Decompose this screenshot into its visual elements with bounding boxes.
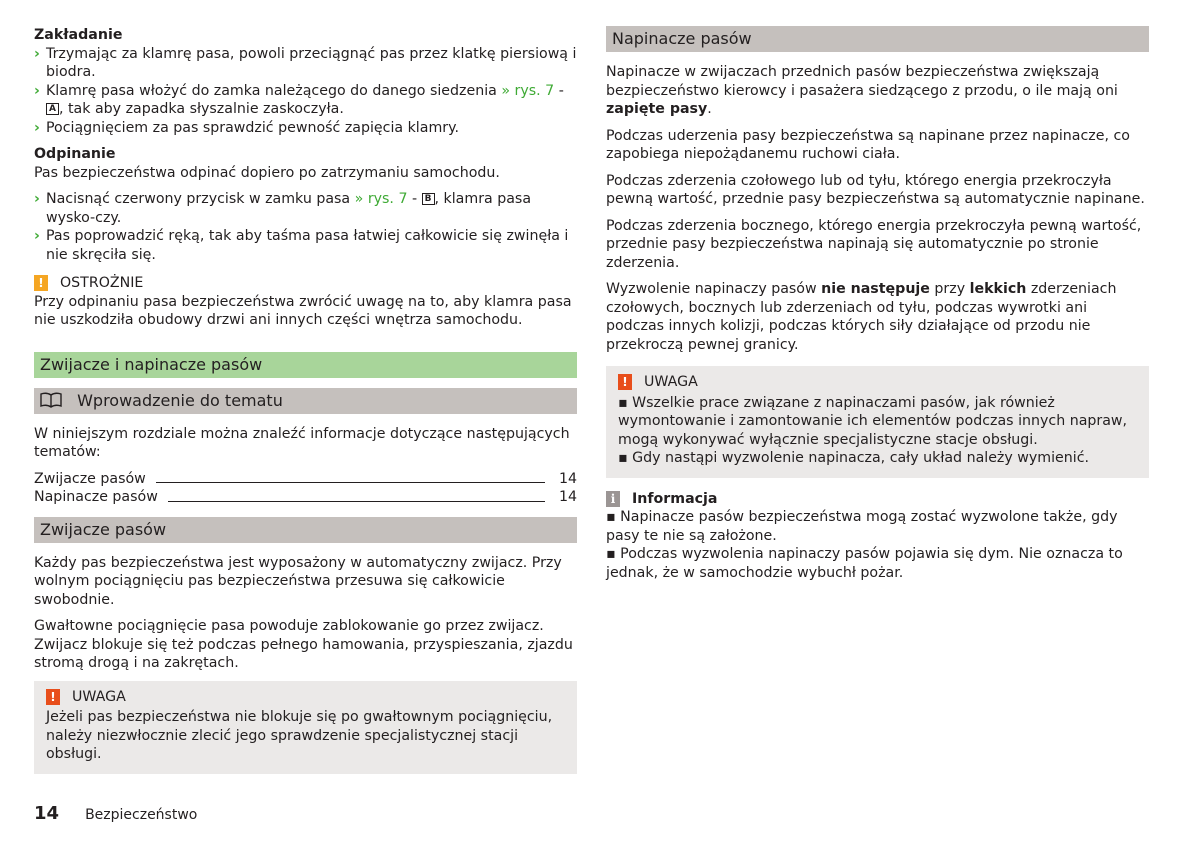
- info-item-2: ▪ Podczas wyzwolenia napinaczy pasów pojawia się dym. Nie oznacza to jednak, że w samochodzie wybuchł pożar.: [606, 546, 1123, 581]
- zakladanie-heading: Zakładanie: [34, 27, 123, 43]
- warning-text: Jeżeli pas bezpieczeństwa nie blokuje się po gwałtownym pociągnięciu, należy niezwłocznie zlecić jego sprawdzenie specjalistycznej stacji obsługi.: [46, 709, 553, 762]
- figure-link[interactable]: » rys. 7: [501, 82, 555, 99]
- toc-item[interactable]: Zwijacze pasów 14: [34, 470, 577, 487]
- intro-section-title: Wprowadzenie do tematu: [77, 390, 283, 410]
- section-title-main: Zwijacze i napinacze pasów: [34, 352, 577, 378]
- warning-header: [46, 688, 565, 707]
- step-arrow-icon: ›: [34, 228, 40, 244]
- napinacze-paragraph-3: Podczas zderzenia czołowego lub od tyłu, którego energia przekroczyła pewną wartość, przednie pasy bezpieczeństwa są automatycznie napinane.: [606, 172, 1145, 207]
- caution-text: Przy odpinaniu pasa bezpieczeństwa zwrócić uwagę na to, aby klamra pasa nie uszkodziła obudowy drzwi ani innych części wnętrza samochodu.: [34, 293, 572, 328]
- zakladanie-step-3: › Pociągnięciem za pas sprawdzić pewność zapięcia klamry.: [34, 119, 459, 136]
- right-column: [606, 26, 1149, 582]
- zwijacze-paragraph-1: Każdy pas bezpieczeństwa jest wyposażony w automatyczny zwijacz. Przy wolnym pociągnięciu pas bezpieczeństwa przesuwa się całkowicie swobodnie.: [34, 554, 562, 608]
- caution-icon: !: [34, 275, 48, 291]
- caution-title: OSTROŻNIE: [60, 275, 144, 291]
- intro-text: W niniejszym rozdziale można znaleźć informacje dotyczące następujących tematów:: [34, 425, 570, 460]
- warning-icon: !: [618, 374, 632, 390]
- napinacze-paragraph-5: Wyzwolenie napinaczy pasów nie następuje przy lekkich zderzeniach czołowych, bocznych lub zderzeniach od tyłu, podczas wywrotki ani podczas innych kolizji, podczas których siły działające od przodu nie przekroczą pewnej granicy.: [606, 281, 1117, 353]
- warning-item-1: ▪ Wszelkie prace związane z napinaczami pasów, jak również wymontowanie i zamontowanie ich elementów podczas innych napraw, mogą wykonywać wyłącznie specjalistyczne stacje obsługi.: [618, 394, 1128, 448]
- napinacze-heading: Napinacze pasów: [606, 26, 1149, 52]
- odpinanie-step-2: › Pas poprowadzić ręką, tak aby taśma pasa łatwiej całkowicie się zwinęła i nie skręciła się.: [34, 228, 569, 263]
- step-arrow-icon: ›: [34, 119, 40, 136]
- info-header: [606, 490, 1149, 509]
- intro-section-header: [34, 388, 577, 414]
- odpinanie-heading: Odpinanie: [34, 146, 116, 162]
- info-title: Informacja: [632, 490, 718, 507]
- page-number: 14: [34, 803, 60, 824]
- napinacze-paragraph-2: Podczas uderzenia pasy bezpieczeństwa są napinane przez napinacze, co zapobiega niepożądanemu ruchowi ciała.: [606, 127, 1130, 162]
- info-item-1: ▪ Napinacze pasów bezpieczeństwa mogą zostać wyzwolone także, gdy pasy te nie są założone.: [606, 509, 1118, 544]
- page-section-title: Bezpieczeństwo: [85, 807, 198, 823]
- warning-header: [618, 373, 1137, 392]
- warning-icon: !: [46, 689, 60, 705]
- napinacze-paragraph-4: Podczas zderzenia bocznego, którego energia przekroczyła pewną wartość, przednie pasy bezpieczeństwa napinają się automatycznie po stronie zderzenia.: [606, 217, 1142, 271]
- zwijacze-heading: Zwijacze pasów: [34, 517, 577, 543]
- zakladanie-step-2: › Klamrę pasa włożyć do zamka należącego do danego siedzenia » rys. 7 - A , tak aby zapadka słyszalnie zaskoczyła.: [34, 82, 564, 117]
- page-footer: [34, 805, 197, 825]
- step-arrow-icon: ›: [34, 191, 40, 207]
- warning-title: UWAGA: [644, 374, 698, 390]
- warning-box: [34, 681, 577, 774]
- book-icon: [40, 392, 62, 413]
- step-arrow-icon: ›: [34, 45, 40, 62]
- figure-link[interactable]: » rys. 7: [354, 191, 408, 207]
- toc-leader: [156, 482, 545, 483]
- zakladanie-step-1: › Trzymając za klamrę pasa, powoli przeciągnąć pas przez klatkę piersiową i biodra.: [34, 45, 577, 80]
- warning-box-right: [606, 366, 1149, 478]
- step-arrow-icon: ›: [34, 82, 40, 99]
- warning-title: UWAGA: [72, 688, 126, 705]
- caution-header: [34, 274, 577, 293]
- info-icon: i: [606, 491, 620, 507]
- odpinanie-intro: Pas bezpieczeństwa odpinać dopiero po zatrzymaniu samochodu.: [34, 164, 500, 181]
- napinacze-paragraph-1: Napinacze w zwijaczach przednich pasów bezpieczeństwa zwiększają bezpieczeństwo kierowcy i pasażera siedzącego z przodu, o ile mają oni zapięte pasy.: [606, 64, 1118, 117]
- toc-leader: [168, 501, 545, 502]
- figure-marker-a: A: [46, 103, 59, 115]
- toc-item[interactable]: Napinacze pasów 14: [34, 489, 577, 505]
- zwijacze-paragraph-2: Gwałtowne pociągnięcie pasa powoduje zablokowanie go przez zwijacz. Zwijacz blokuje się też podczas pełnego hamowania, przyspieszania, zjazdu stromą drogą i na zakrętach.: [34, 618, 573, 671]
- left-column: [34, 26, 577, 774]
- warning-item-2: ▪ Gdy nastąpi wyzwolenie napinacza, cały układ należy wymienić.: [618, 450, 1090, 466]
- figure-marker-b: B: [422, 193, 435, 205]
- odpinanie-step-1: › Nacisnąć czerwony przycisk w zamku pasa » rys. 7 - B , klamra pasa wysko-czy.: [34, 191, 532, 226]
